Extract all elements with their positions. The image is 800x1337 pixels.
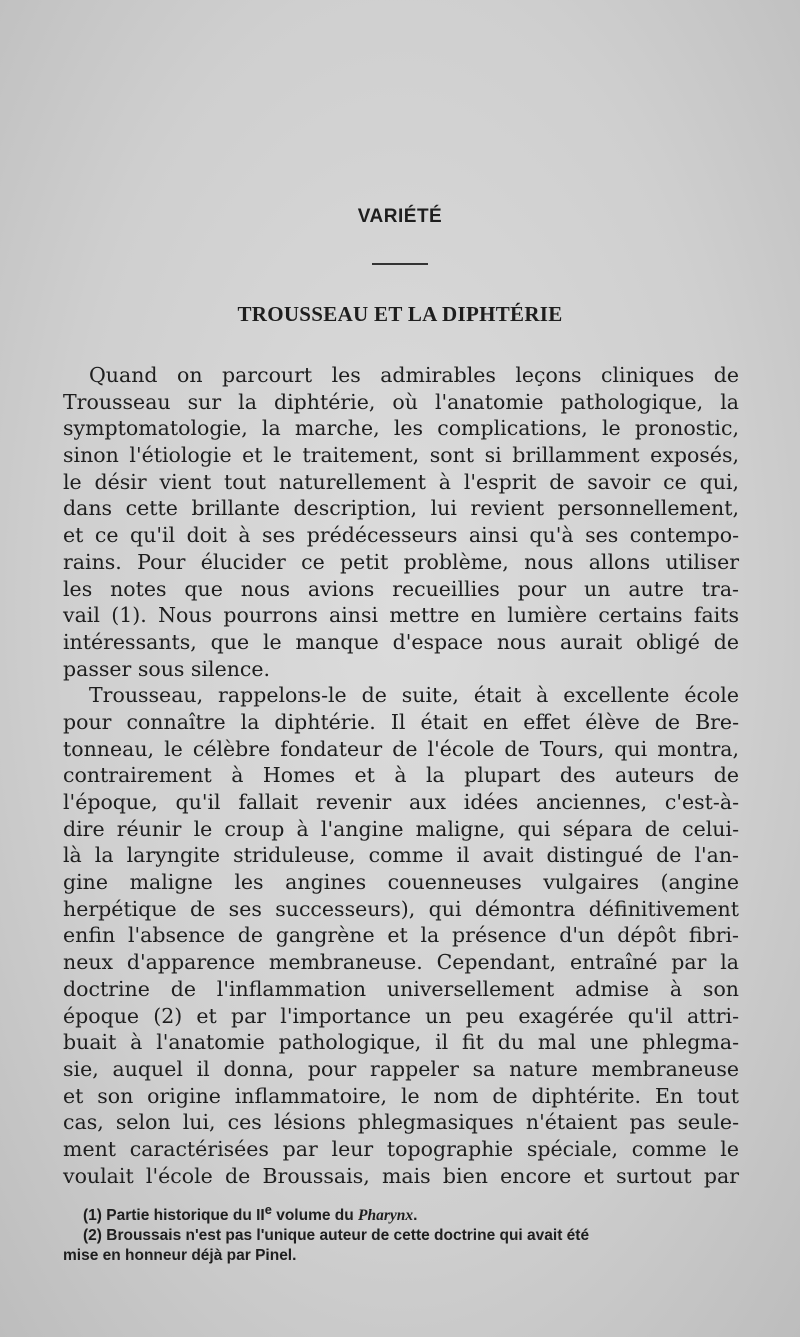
- section-header: VARIÉTÉ: [357, 206, 443, 227]
- text-line: rains. Pour élucider ce petit problème, nous allons utiliser: [63, 549, 739, 574]
- text-line: intéressants, que le manque d'espace nous aurait obligé de: [63, 629, 739, 654]
- text-line: vail (1). Nous pourrons ainsi mettre en lumière certains faits: [63, 603, 739, 628]
- text-line: symptomatologie, la marche, les complications, le pronostic,: [63, 416, 739, 441]
- footnotes: [63, 1200, 739, 1266]
- text-line: dire réunir le croup à l'angine maligne, qui sépara de celui-: [63, 816, 739, 841]
- text-line: et ce qu'il doit à ses prédécesseurs ainsi qu'à ses contempo-: [63, 523, 739, 548]
- text-line: enfin l'absence de gangrène et la présence d'un dépôt fibri-: [63, 923, 739, 948]
- footnote-2: (2) Broussais n'est pas l'unique auteur de cette doctrine qui avait été: [83, 1227, 590, 1245]
- text-line: cas, selon lui, ces lésions phlegmasiques n'étaient pas seule-: [63, 1110, 739, 1135]
- text-line: passer sous silence.: [63, 656, 271, 681]
- footnote-2-continued: mise en honneur déjà par Pinel.: [63, 1247, 297, 1265]
- text-line: gine maligne les angines couenneuses vulgaires (angine: [63, 870, 739, 895]
- text-line: pour connaître la diphtérie. Il était en effet élève de Bre-: [63, 709, 739, 734]
- text-line: Quand on parcourt les admirables leçons cliniques de: [89, 363, 739, 387]
- text-line: neux d'apparence membraneuse. Cependant, entraîné par la: [63, 950, 739, 975]
- text-line: là la laryngite striduleuse, comme il avait distingué de l'an-: [63, 843, 739, 868]
- text-line: les notes que nous avions recueillies pour un autre tra-: [63, 576, 739, 601]
- article-title: TROUSSEAU ET LA DIPHTÉRIE: [237, 302, 563, 326]
- text-line: contrairement à Homes et à la plupart des auteurs de: [63, 763, 739, 788]
- text-line: le désir vient tout naturellement à l'esprit de savoir ce qui,: [63, 469, 739, 494]
- text-line: voulait l'école de Broussais, mais bien encore et surtout par: [63, 1163, 739, 1188]
- text-line: Trousseau, rappelons-le de suite, était à excellente école: [89, 683, 739, 708]
- text-line: sie, auquel il donna, pour rappeler sa nature membraneuse: [63, 1056, 739, 1081]
- text-line: tonneau, le célèbre fondateur de l'école de Tours, qui montra,: [63, 736, 739, 761]
- text-line: doctrine de l'inflammation universellement admise à son: [63, 976, 739, 1001]
- text-line: Trousseau sur la diphtérie, où l'anatomie pathologique, la: [63, 389, 739, 414]
- text-line: buait à l'anatomie pathologique, il fit du mal une phlegma-: [63, 1030, 739, 1055]
- divider-rule: [372, 263, 428, 265]
- text-line: sinon l'étiologie et le traitement, sont si brillamment exposés,: [63, 443, 739, 468]
- text-line: époque (2) et par l'importance un peu exagérée qu'il attri-: [63, 1003, 739, 1028]
- text-line: l'époque, qu'il fallait revenir aux idées anciennes, c'est-à-: [63, 790, 739, 814]
- footnote-1: (1) Partie historique du IIe volume du Pharynx.: [83, 1202, 418, 1225]
- text-line: et son origine inflammatoire, le nom de diphtérite. En tout: [63, 1083, 739, 1108]
- article-body: [63, 362, 739, 1189]
- text-line: herpétique de ses successeurs), qui démontra définitivement: [63, 896, 739, 921]
- text-line: dans cette brillante description, lui revient personnellement,: [63, 496, 739, 521]
- text-line: ment caractérisées par leur topographie spéciale, comme le: [63, 1136, 739, 1161]
